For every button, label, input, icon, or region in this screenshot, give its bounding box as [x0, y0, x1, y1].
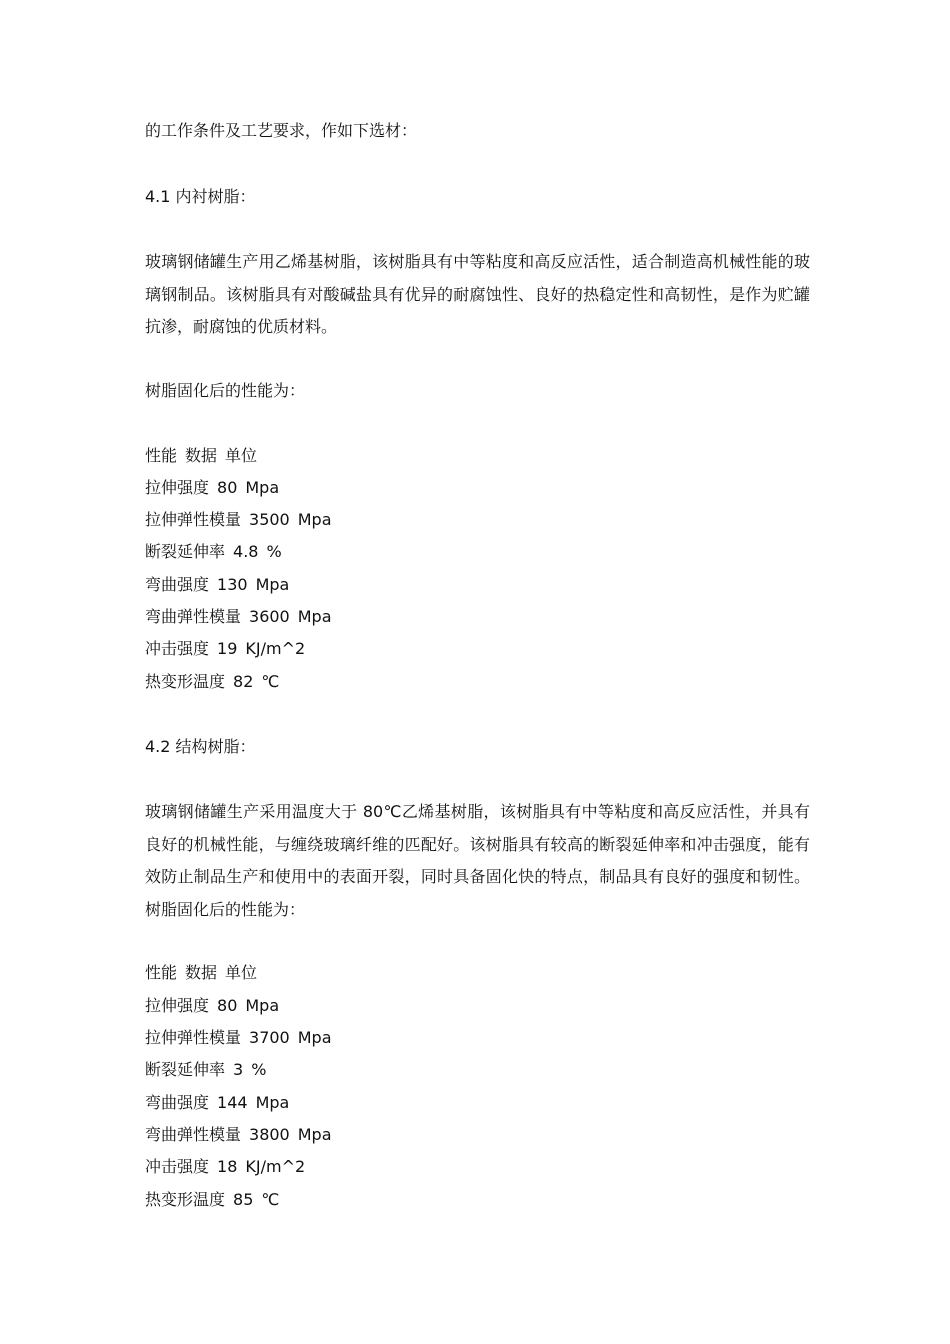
- table-header-row: [145, 446, 257, 466]
- prop-value: 19: [217, 639, 238, 658]
- prop-name: 拉伸弹性模量: [145, 1028, 242, 1047]
- prop-value: 3700: [249, 1028, 290, 1047]
- prop-unit: ℃: [261, 1190, 280, 1209]
- header-cell: 数据: [185, 446, 218, 465]
- table-row: [145, 542, 282, 562]
- table-row: [145, 575, 289, 595]
- table-row: [145, 510, 332, 530]
- header-cell: 数据: [185, 963, 218, 982]
- prop-unit: ℃: [261, 672, 280, 691]
- table-row: [145, 639, 305, 659]
- table-row: [145, 478, 279, 498]
- prop-value: 80: [217, 478, 238, 497]
- prop-name: 弯曲弹性模量: [145, 607, 242, 626]
- prop-unit: KJ/m^2: [245, 639, 306, 658]
- table-row: [145, 996, 279, 1016]
- prop-value: 18: [217, 1157, 238, 1176]
- prop-name: 断裂延伸率: [145, 542, 226, 561]
- prop-unit: Mpa: [297, 510, 332, 529]
- prop-value: 3: [233, 1060, 244, 1079]
- prop-unit: Mpa: [297, 1125, 332, 1144]
- prop-value: 130: [217, 575, 248, 594]
- header-cell: 单位: [225, 963, 258, 982]
- section1-heading: 4.1 内衬树脂：: [145, 187, 256, 206]
- prop-name: 热变形温度: [145, 672, 226, 691]
- prop-unit: Mpa: [255, 1093, 290, 1112]
- prop-name: 冲击强度: [145, 639, 210, 658]
- section1-props-intro: 树脂固化后的性能为：: [145, 381, 306, 400]
- prop-value: 85: [233, 1190, 254, 1209]
- table-row: [145, 1190, 279, 1210]
- prop-value: 80: [217, 996, 238, 1015]
- prop-value: 3800: [249, 1125, 290, 1144]
- intro-line: 的工作条件及工艺要求，作如下选材：: [145, 121, 418, 140]
- prop-unit: Mpa: [245, 478, 280, 497]
- prop-name: 冲击强度: [145, 1157, 210, 1176]
- prop-unit: %: [251, 1060, 267, 1079]
- section2-heading: 4.2 结构树脂：: [145, 737, 256, 756]
- prop-name: 拉伸弹性模量: [145, 510, 242, 529]
- table-row: [145, 1125, 332, 1145]
- prop-name: 弯曲强度: [145, 575, 210, 594]
- prop-name: 拉伸强度: [145, 478, 210, 497]
- table-row: [145, 672, 279, 692]
- prop-unit: Mpa: [297, 1028, 332, 1047]
- header-cell: 性能: [145, 446, 178, 465]
- section2-paragraph: 玻璃钢储罐生产采用温度大于 80℃乙烯基树脂，该树脂具有中等粘度和高反应活性，并具有良好的机械性能，与缠绕玻璃纤维的匹配好。该树脂具有较高的断裂延伸率和冲击强度，能有效防止制品生产和使用中的表面开裂，同时具备固化快的特点，制品具有良好的强度和韧性。树脂固化后的性能为：: [145, 802, 810, 919]
- table-row: [145, 607, 332, 627]
- table-row: [145, 1093, 289, 1113]
- prop-unit: Mpa: [245, 996, 280, 1015]
- prop-unit: Mpa: [255, 575, 290, 594]
- table-row: [145, 1157, 305, 1177]
- prop-name: 断裂延伸率: [145, 1060, 226, 1079]
- header-cell: 性能: [145, 963, 178, 982]
- prop-unit: Mpa: [297, 607, 332, 626]
- prop-value: 3600: [249, 607, 290, 626]
- prop-unit: KJ/m^2: [245, 1157, 306, 1176]
- table-header-row: [145, 963, 257, 983]
- section1-paragraph: 玻璃钢储罐生产用乙烯基树脂，该树脂具有中等粘度和高反应活性，适合制造高机械性能的玻璃钢制品。该树脂具有对酸碱盐具有优异的耐腐蚀性、良好的热稳定性和高韧性，是作为贮罐抗渗，耐腐蚀的优质材料。: [145, 252, 810, 336]
- table-row: [145, 1060, 266, 1080]
- prop-name: 拉伸强度: [145, 996, 210, 1015]
- prop-value: 82: [233, 672, 254, 691]
- table-row: [145, 1028, 332, 1048]
- prop-unit: %: [266, 542, 282, 561]
- prop-name: 弯曲强度: [145, 1093, 210, 1112]
- prop-name: 弯曲弹性模量: [145, 1125, 242, 1144]
- prop-value: 144: [217, 1093, 248, 1112]
- prop-value: 3500: [249, 510, 290, 529]
- prop-value: 4.8: [233, 542, 259, 561]
- header-cell: 单位: [225, 446, 258, 465]
- prop-name: 热变形温度: [145, 1190, 226, 1209]
